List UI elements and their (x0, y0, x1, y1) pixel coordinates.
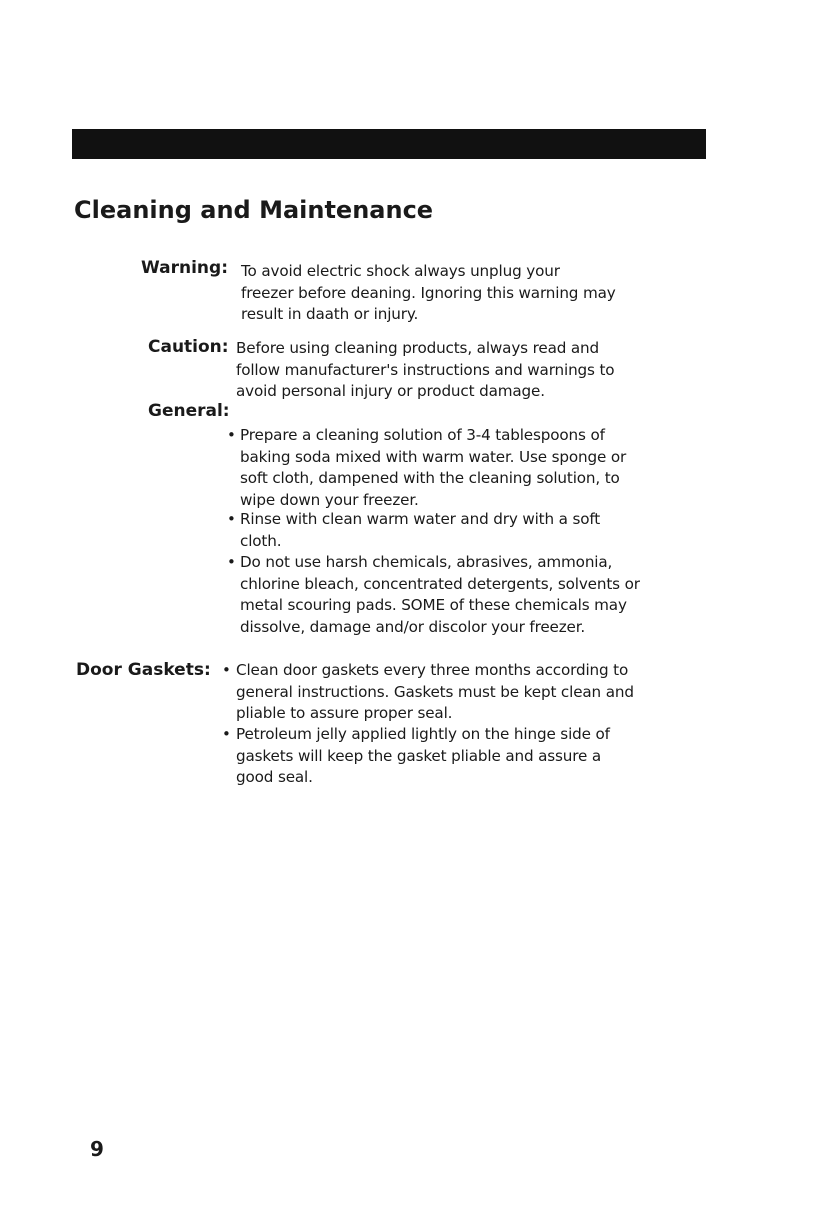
warning-text-line: freezer before deaning. Ignoring this warning may (241, 283, 616, 302)
bullet-line: Prepare a cleaning solution of 3-4 tablespoons of (240, 426, 605, 444)
bullet-line: dissolve, damage and/or discolor your freezer. (240, 617, 586, 636)
bullet-marker: • (222, 725, 231, 743)
bullet-line: good seal. (236, 768, 313, 786)
header-bar (72, 129, 706, 159)
bullet-line: soft cloth, dampened with the cleaning solution, to (240, 469, 620, 487)
bullet-line: gaskets will keep the gasket pliable and assure a (236, 746, 602, 765)
warning-label: Warning: (141, 258, 229, 278)
bullet-marker: • (227, 426, 236, 444)
caution-text (236, 338, 614, 403)
warning-text-line: To avoid electric shock always unplug your (241, 262, 560, 280)
page-title: Cleaning and Maintenance (74, 196, 434, 224)
door-gaskets-label: Door Gaskets: (76, 660, 211, 680)
gaskets-bullet-1 (236, 660, 634, 725)
caution-text-line: Before using cleaning products, always read and (236, 339, 600, 357)
caution-text-line: follow manufacturer's instructions and warnings to (236, 360, 615, 379)
bullet-marker: • (227, 553, 236, 571)
general-label: General: (148, 401, 230, 421)
bullet-line: baking soda mixed with warm water. Use sponge or (240, 447, 627, 466)
general-bullet-1 (240, 425, 626, 511)
bullet-line: Rinse with clean warm water and dry with a soft (240, 510, 601, 528)
general-bullet-2 (240, 509, 600, 552)
caution-label: Caution: (148, 337, 229, 357)
warning-text-line: result in daath or injury. (241, 305, 419, 323)
caution-text-line: avoid personal injury or product damage. (236, 382, 545, 400)
warning-text (241, 261, 616, 326)
bullet-line: wipe down your freezer. (240, 490, 419, 509)
bullet-line: Petroleum jelly applied lightly on the hinge side of (236, 725, 610, 743)
bullet-line: Clean door gaskets every three months according to (236, 661, 629, 679)
bullet-marker: • (227, 510, 236, 528)
bullet-line: metal scouring pads. SOME of these chemicals may (240, 596, 627, 614)
bullet-line: cloth. (240, 531, 282, 550)
gaskets-bullet-2 (236, 724, 610, 789)
bullet-marker: • (222, 661, 231, 679)
bullet-line: general instructions. Gaskets must be kept clean and (236, 682, 634, 701)
bullet-line: pliable to assure proper seal. (236, 704, 453, 722)
bullet-line: chlorine bleach, concentrated detergents, solvents or (240, 574, 640, 593)
page-number: 9 (90, 1137, 104, 1161)
bullet-line: Do not use harsh chemicals, abrasives, ammonia, (240, 553, 613, 571)
general-bullet-3 (240, 552, 640, 638)
